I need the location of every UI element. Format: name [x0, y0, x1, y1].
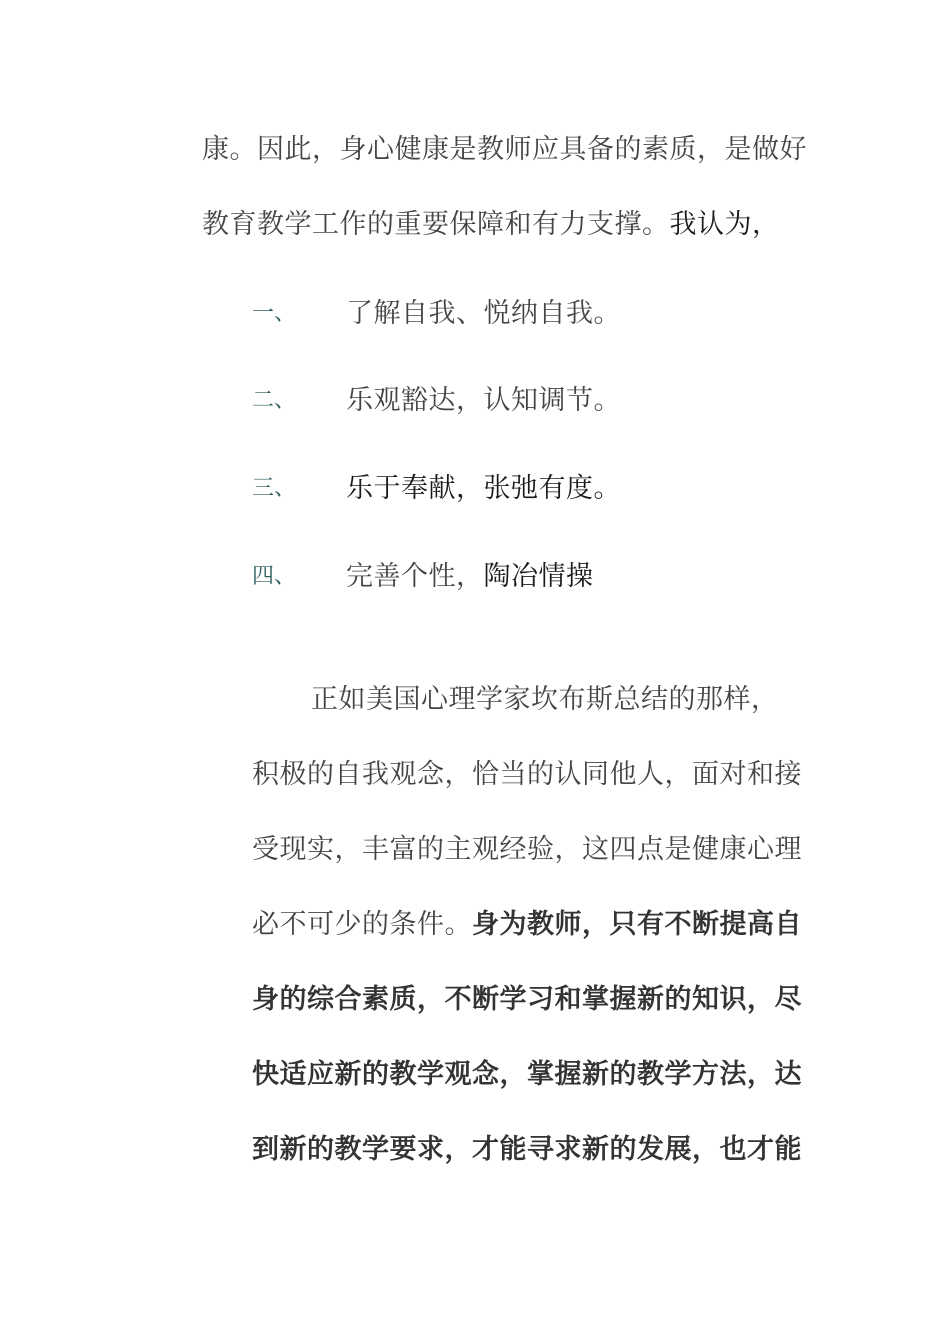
- list-text-2: [346, 384, 621, 418]
- paragraph-line-7: 到新的教学要求，才能寻求新的发展，也才能: [252, 1134, 802, 1165]
- list-marker-1: 一、: [252, 301, 297, 326]
- list-marker-2: 二、: [252, 388, 297, 413]
- list-text-2-a: 乐观豁达，认知调节。: [346, 385, 621, 416]
- intro-line-2-emphasis: 我认为，: [669, 209, 780, 240]
- paragraph-line-3: 受现实，丰富的主观经验，这四点是健康心理: [252, 834, 802, 865]
- list-marker-3: 三、: [252, 476, 297, 501]
- intro-line-2-text: 教育教学工作的重要保障和有力支撑。: [202, 209, 670, 240]
- paragraph-line-4: [252, 908, 802, 942]
- intro-line-1-text: 康。因此，身心健康是教师应具备的素质，是做好: [202, 134, 807, 165]
- paragraph-line-4-a: 必不可少的条件。: [252, 909, 472, 940]
- paragraph-line-1: 正如美国心理学家坎布斯总结的那样，: [311, 684, 779, 715]
- list-text-1: [346, 297, 621, 331]
- intro-line-2: [202, 208, 780, 242]
- list-text-4-a: 完善个性，: [346, 561, 484, 592]
- list-text-3: [346, 472, 621, 506]
- list-marker-4: 四、: [252, 564, 297, 589]
- list-text-4: [346, 560, 594, 594]
- list-text-4-b: 陶冶情操: [483, 561, 594, 592]
- paragraph-line-5: 身的综合素质，不断学习和掌握新的知识，尽: [252, 984, 802, 1015]
- paragraph-line-4-b: 身为教师，只有不断提高自: [472, 909, 802, 940]
- list-text-3-a: 乐于奉献，张弛有度。: [346, 473, 621, 504]
- paragraph-line-6: 快适应新的教学观念，掌握新的教学方法，达: [252, 1059, 802, 1090]
- paragraph-line-2: 积极的自我观念，恰当的认同他人，面对和接: [252, 759, 802, 790]
- intro-line-1: [202, 133, 807, 167]
- list-text-1-a: 了解自我、悦纳自我。: [346, 298, 621, 329]
